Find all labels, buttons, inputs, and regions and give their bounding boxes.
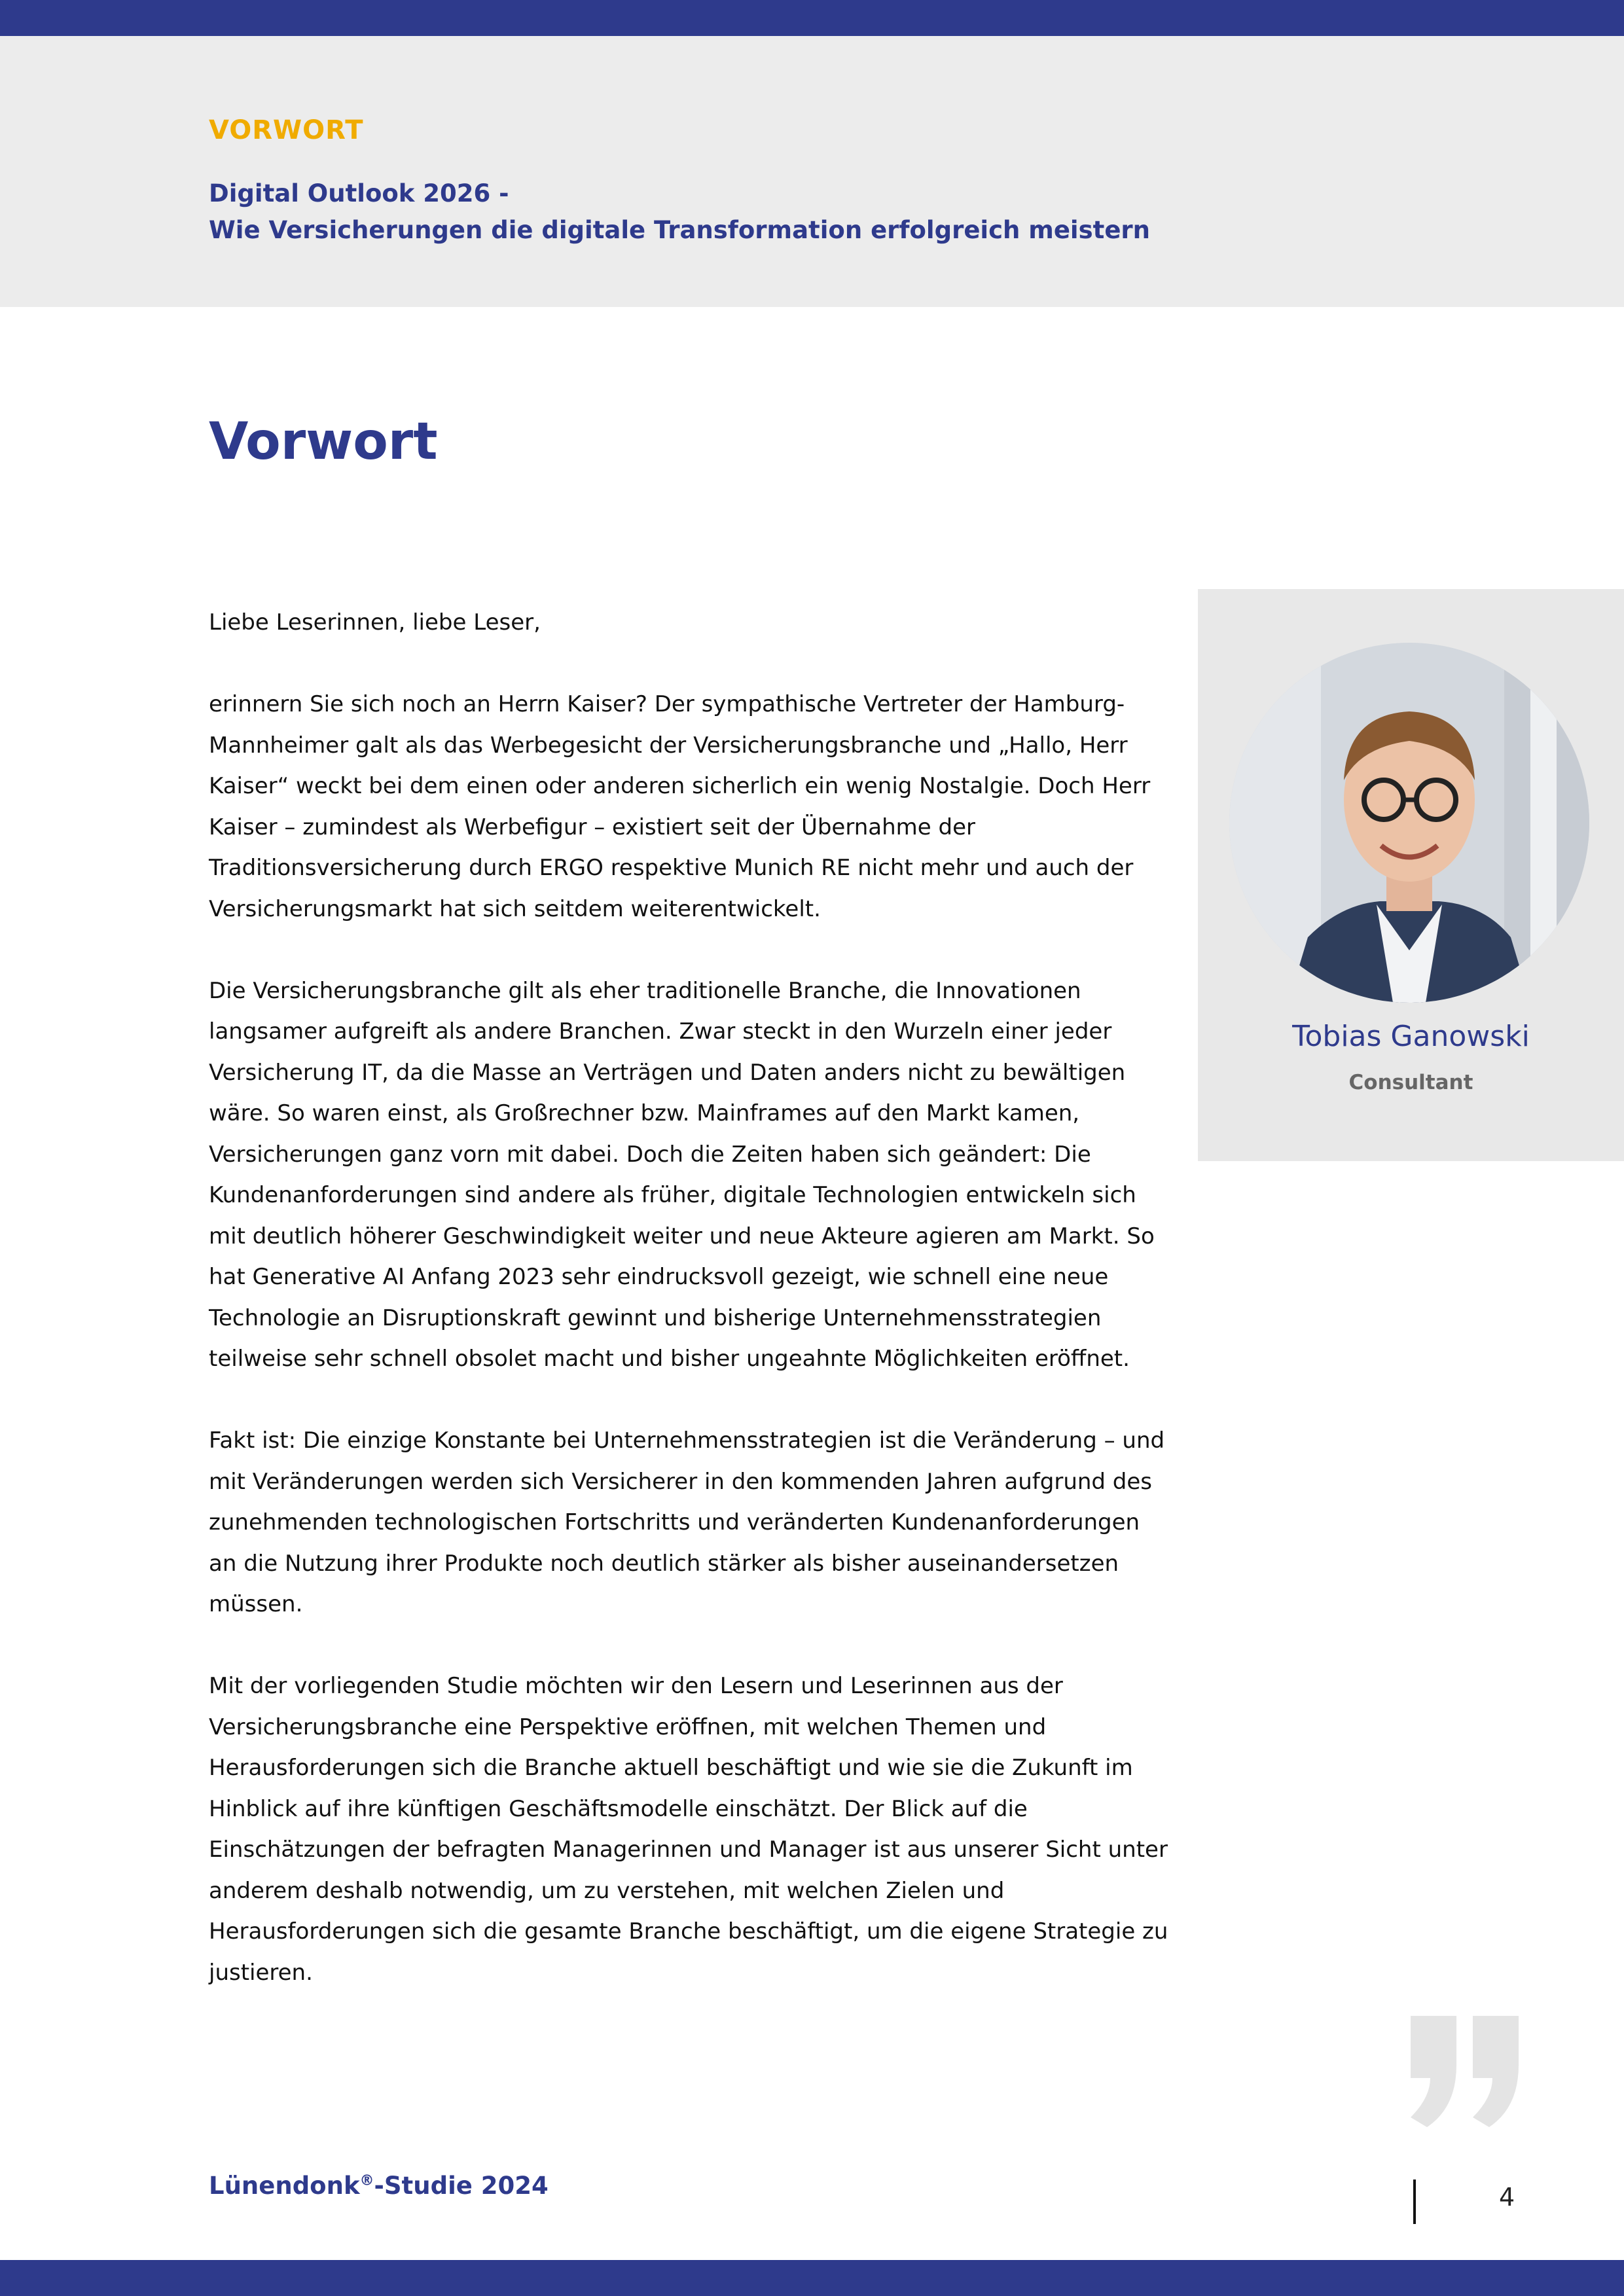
bottom-brand-bar bbox=[0, 2260, 1624, 2296]
author-profile-card bbox=[1198, 589, 1624, 1161]
document-title-line-2: Wie Versicherungen die digitale Transformation erfolgreich meistern bbox=[209, 216, 1150, 244]
registered-mark: ® bbox=[359, 2172, 374, 2189]
footer-divider bbox=[1413, 2179, 1416, 2224]
top-brand-bar bbox=[0, 0, 1624, 36]
body-paragraph: Fakt ist: Die einzige Konstante bei Unternehmensstrategien ist die Veränderung – und mit Veränderungen werden sich Versicherer in den kommenden Jahren aufgrund des zunehmenden technologischen Fortschritts und veränderten Kundenanforderungen an die Nutzung ihrer Produkte noch deutlich stärker als bisher auseinandersetzen müssen. bbox=[209, 1427, 1165, 1617]
header-band bbox=[0, 36, 1624, 307]
quote-icon bbox=[1407, 2016, 1525, 2127]
author-name: Tobias Ganowski bbox=[1292, 1020, 1530, 1053]
foreword-body bbox=[209, 602, 1171, 2034]
section-label: VORWORT bbox=[209, 115, 364, 145]
author-role: Consultant bbox=[1348, 1071, 1473, 1094]
footer-study-brand: Lünendonk bbox=[209, 2172, 360, 2200]
body-paragraph: erinnern Sie sich noch an Herrn Kaiser? Der sympathische Vertreter der Hamburg-Mannheimer galt als das Werbegesicht der Versicherungsbranche und „Hallo, Herr Kaiser“ weckt bei dem einen oder anderen sicherlich ein wenig Nostalgie. Doch Herr Kaiser – zumindest als Werbefigur – existiert seit der Übernahme der Traditionsversicherung durch ERGO respektive Munich RE nicht mehr und auch der Versicherungsmarkt hat sich seitdem weiterentwickelt. bbox=[209, 691, 1151, 922]
document-title-line-1: Digital Outlook 2026 - bbox=[209, 179, 509, 207]
page-number: 4 bbox=[1499, 2183, 1515, 2212]
footer-study-suffix: -Studie 2024 bbox=[374, 2172, 549, 2200]
body-paragraph: Die Versicherungsbranche gilt als eher traditionelle Branche, die Innovationen langsamer aufgreift als andere Branchen. Zwar steckt in den Wurzeln einer jeder Versicherung IT, da die Masse an Verträgen und Daten anders nicht zu bewältigen wäre. So waren einst, als Großrechner bzw. Mainframes auf den Markt kamen, Versicherungen ganz vorn mit dabei. Doch die Zeiten haben sich geändert: Die Kundenanforderungen sind andere als früher, digitale Technologien entwickeln sich mit deutlich höherer Geschwindigkeit weiter und neue Akteure agieren am Markt. So hat Generative AI Anfang 2023 sehr eindrucksvoll gezeigt, wie schnell eine neue Technologie an Disruptionskraft gewinnt und bisherige Unternehmensstrategien teilweise sehr schnell obsolet macht und bisher ungeahnte Möglichkeiten eröffnet. bbox=[209, 977, 1155, 1372]
body-paragraph: Mit der vorliegenden Studie möchten wir den Lesern und Leserinnen aus der Versicherungsbranche eine Perspektive eröffnen, mit welchen Themen und Herausforderungen sich die Branche aktuell beschäftigt und wie sie die Zukunft im Hinblick auf ihre künftigen Geschäftsmodelle einschätzt. Der Blick auf die Einschätzungen der befragten Managerinnen und Manager ist aus unserer Sicht unter anderem deshalb notwendig, um zu verstehen, mit welchen Zielen und Herausforderungen sich die gesamte Branche beschäftigt, um die eigene Strategie zu justieren. bbox=[209, 1673, 1168, 1986]
document-title bbox=[209, 175, 1150, 249]
footer-study-name bbox=[209, 2172, 549, 2200]
author-portrait bbox=[1229, 643, 1589, 1003]
page-heading: Vorwort bbox=[209, 412, 438, 471]
greeting: Liebe Leserinnen, liebe Leser, bbox=[209, 609, 541, 636]
